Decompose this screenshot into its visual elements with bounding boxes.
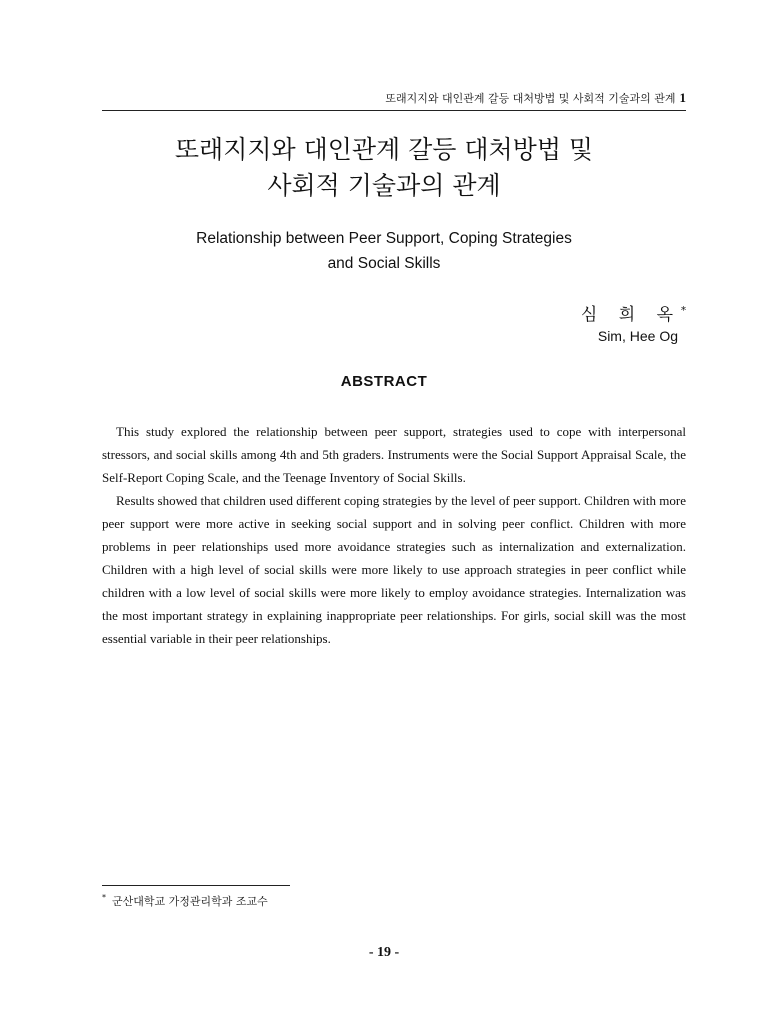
footnote-marker: *: [102, 893, 106, 902]
running-head-title: 또래지지와 대인관계 갈등 대처방법 및 사회적 기술과의 관계: [385, 92, 676, 105]
footnote-divider: [102, 885, 290, 886]
footnote: [102, 893, 268, 909]
english-title-line-2: and Social Skills: [327, 255, 441, 272]
korean-title-line-2: 사회적 기술과의 관계: [267, 171, 501, 200]
footnote-affiliation: 군산대학교 가정관리학과 조교수: [112, 895, 268, 908]
korean-title: [0, 132, 768, 204]
abstract-paragraph-1: This study explored the relationship between peer support, strategies used to cope with interpersonal stressors, and social skills among 4th and 5th graders. Instruments were the Social Support Appraisal Scale, the Self-Report Coping Scale, and the Teenage Inventory of Social Skills.: [102, 424, 686, 485]
abstract-paragraph-2: Results showed that children used different coping strategies by the level of peer support. Children with more peer support were more active in seeking social support and in solving peer conflict. Children with more problems in peer relationships used more avoidance strategies such as internalization and externalization. Children with a high level of social skills were more likely to use approach strategies in peer conflict while children with a low level of social skills were more likely to employ avoidance strategies. Internalization was the most important strategy in explaining inappropriate peer relationships. For girls, social skill was the most essential variable in their peer relationships.: [102, 493, 686, 646]
page-number: - 19 -: [368, 945, 400, 960]
author-korean-text: 심 희 옥: [580, 305, 681, 325]
running-head-page-number: 1: [679, 90, 686, 105]
english-title: [0, 226, 768, 276]
korean-title-line-1: 또래지지와 대인관계 갈등 대처방법 및: [174, 135, 594, 164]
running-head: [102, 90, 686, 111]
author-footnote-marker: *: [681, 305, 686, 317]
author-english-name: Sim, Hee Og: [597, 328, 678, 344]
english-title-line-1: Relationship between Peer Support, Coping Strategies: [196, 230, 572, 247]
abstract-body: [102, 420, 686, 650]
abstract-heading: ABSTRACT: [340, 373, 428, 390]
author-korean-name: [581, 300, 686, 325]
